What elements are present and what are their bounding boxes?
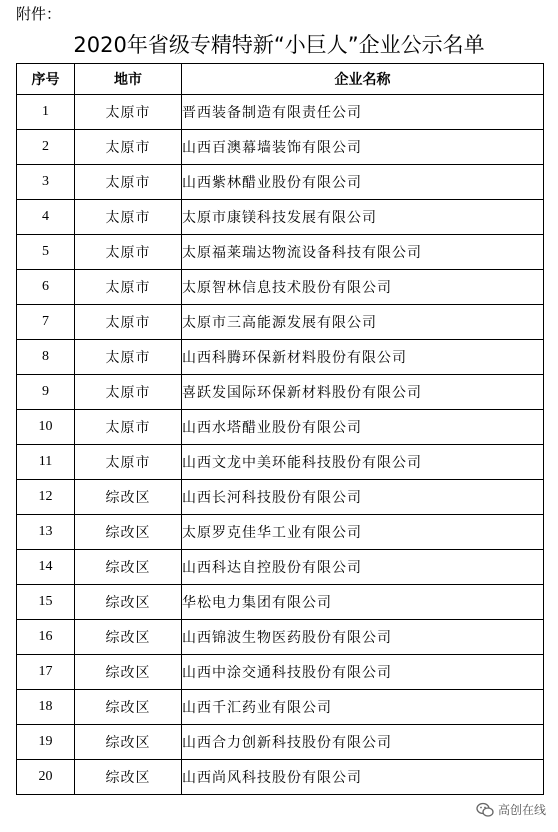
table-header-row [17,64,544,95]
row-serial-number: 4 [17,200,75,235]
table-row [17,130,544,165]
row-company-name: 山西水塔醋业股份有限公司 [182,410,544,445]
row-city: 综改区 [75,620,182,655]
table-row [17,725,544,760]
row-city: 太原市 [75,235,182,270]
row-company-name: 太原市三高能源发展有限公司 [182,305,544,340]
row-city: 太原市 [75,375,182,410]
row-city: 综改区 [75,480,182,515]
row-company-name: 太原罗克佳华工业有限公司 [182,515,544,550]
row-serial-number: 6 [17,270,75,305]
row-company-name: 太原智林信息技术股份有限公司 [182,270,544,305]
row-city: 综改区 [75,585,182,620]
row-city: 太原市 [75,130,182,165]
table-row [17,515,544,550]
row-serial-number: 2 [17,130,75,165]
row-serial-number: 14 [17,550,75,585]
row-city: 太原市 [75,165,182,200]
row-company-name: 山西百澳幕墙装饰有限公司 [182,130,544,165]
table-row [17,340,544,375]
row-serial-number: 19 [17,725,75,760]
row-serial-number: 3 [17,165,75,200]
row-city: 综改区 [75,655,182,690]
row-city: 太原市 [75,445,182,480]
row-serial-number: 20 [17,760,75,795]
table-row [17,760,544,795]
table-row [17,480,544,515]
row-company-name: 晋西装备制造有限责任公司 [182,95,544,130]
table-row [17,95,544,130]
row-city: 综改区 [75,760,182,795]
table-row [17,620,544,655]
row-city: 综改区 [75,515,182,550]
row-city: 综改区 [75,550,182,585]
watermark [476,801,546,818]
page-title: 2020年省级专精特新“小巨人”企业公示名单 [73,33,485,57]
row-serial-number: 13 [17,515,75,550]
row-company-name: 山西文龙中美环能科技股份有限公司 [182,445,544,480]
row-serial-number: 5 [17,235,75,270]
row-serial-number: 12 [17,480,75,515]
row-company-name: 山西锦波生物医药股份有限公司 [182,620,544,655]
row-serial-number: 15 [17,585,75,620]
table-row [17,200,544,235]
row-serial-number: 16 [17,620,75,655]
row-company-name: 山西尚风科技股份有限公司 [182,760,544,795]
row-serial-number: 1 [17,95,75,130]
header-company-name: 企业名称 [182,64,544,95]
row-serial-number: 7 [17,305,75,340]
table-row [17,690,544,725]
row-serial-number: 11 [17,445,75,480]
row-company-name: 华松电力集团有限公司 [182,585,544,620]
row-city: 综改区 [75,725,182,760]
row-city: 综改区 [75,690,182,725]
row-city: 太原市 [75,305,182,340]
company-list-table [16,63,544,795]
row-company-name: 山西中涂交通科技股份有限公司 [182,655,544,690]
table-row [17,270,544,305]
header-serial-number: 序号 [17,64,75,95]
table-row [17,410,544,445]
table-row [17,655,544,690]
watermark-text: 高创在线 [497,803,546,817]
row-company-name: 山西紫林醋业股份有限公司 [182,165,544,200]
table-row [17,235,544,270]
row-company-name: 山西千汇药业有限公司 [182,690,544,725]
row-city: 太原市 [75,340,182,375]
table-row [17,550,544,585]
row-city: 太原市 [75,95,182,130]
table-row [17,585,544,620]
attachment-label: 附件： [16,5,62,23]
row-serial-number: 18 [17,690,75,725]
table-row [17,375,544,410]
table-row [17,305,544,340]
row-serial-number: 8 [17,340,75,375]
row-company-name: 山西科达自控股份有限公司 [182,550,544,585]
row-city: 太原市 [75,270,182,305]
row-city: 太原市 [75,410,182,445]
row-company-name: 喜跃发国际环保新材料股份有限公司 [182,375,544,410]
wechat-icon [476,802,494,818]
row-company-name: 太原福莱瑞达物流设备科技有限公司 [182,235,544,270]
table-row [17,165,544,200]
table-row [17,445,544,480]
row-company-name: 山西合力创新科技股份有限公司 [182,725,544,760]
row-company-name: 山西科腾环保新材料股份有限公司 [182,340,544,375]
table-body [17,95,544,795]
header-city: 地市 [75,64,182,95]
row-serial-number: 10 [17,410,75,445]
row-company-name: 山西长河科技股份有限公司 [182,480,544,515]
row-company-name: 太原市康镁科技发展有限公司 [182,200,544,235]
row-serial-number: 9 [17,375,75,410]
row-serial-number: 17 [17,655,75,690]
row-city: 太原市 [75,200,182,235]
